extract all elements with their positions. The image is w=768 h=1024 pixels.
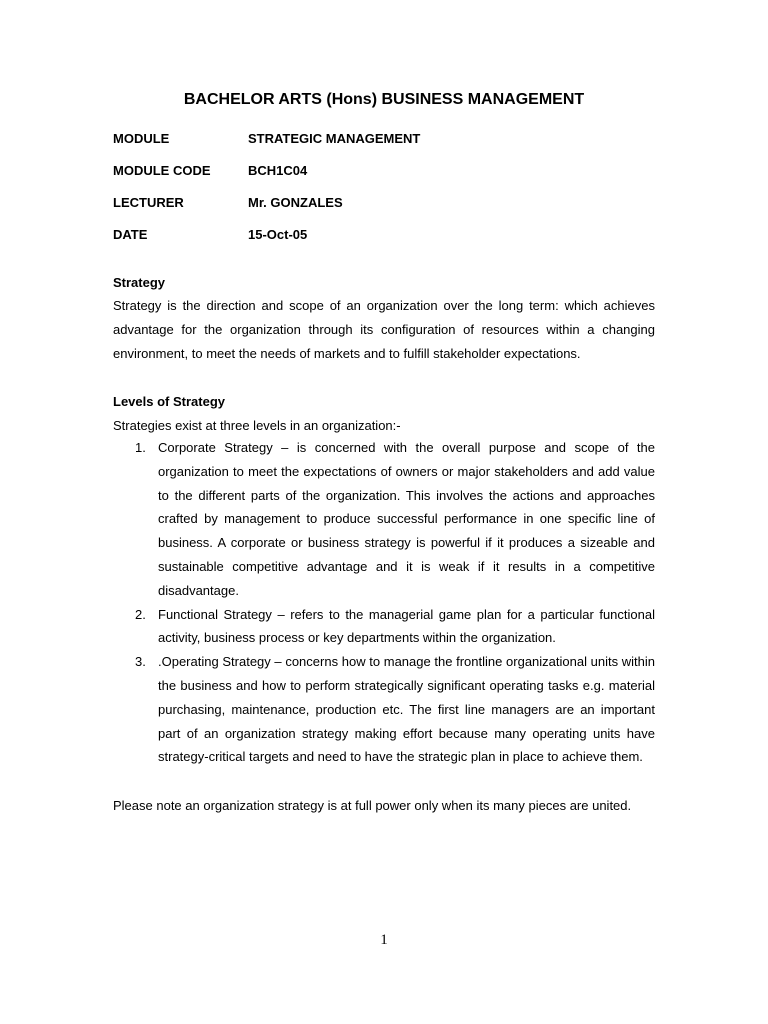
meta-value: 15-Oct-05: [248, 227, 308, 242]
list-item: [113, 603, 655, 651]
page-number: 1: [380, 932, 388, 948]
meta-key: LECTURER: [113, 195, 184, 210]
list-number: 3.: [135, 654, 146, 670]
levels-intro: Strategies exist at three levels in an organization:-: [113, 418, 401, 433]
meta-value: Mr. GONZALES: [248, 195, 343, 210]
list-item-text: .Operating Strategy – concerns how to manage the frontline organizational units within the business and how to perform strategically significant operating tasks e.g. material purchasing, maintenance, production etc. The first line managers are an important part of an organization strategy making effort because many operating units have strategy-critical targets and need to have the strategic plan in place to achieve them.: [158, 654, 655, 765]
section-heading-levels: Levels of Strategy: [113, 394, 225, 409]
strategy-paragraph: Strategy is the direction and scope of an organization over the long term: which achieves advantage for the organization through its configuration of resources within a changing environment, to meet the needs of markets and to fulfill stakeholder expectations.: [113, 298, 655, 361]
meta-key: MODULE CODE: [113, 163, 211, 178]
meta-value: STRATEGIC MANAGEMENT: [248, 131, 421, 146]
list-item: [113, 436, 655, 603]
closing-paragraph: Please note an organization strategy is at full power only when its many pieces are united.: [113, 798, 632, 813]
list-item-text: Functional Strategy – refers to the managerial game plan for a particular functional activity, business process or key departments within the organization.: [158, 606, 655, 646]
meta-key: DATE: [113, 227, 148, 242]
strategy-levels-list: [113, 436, 655, 769]
list-number: 1.: [135, 440, 146, 455]
meta-key: MODULE: [113, 131, 170, 146]
list-number: 2.: [135, 606, 146, 622]
meta-value: BCH1C04: [248, 163, 308, 178]
document-title: BACHELOR ARTS (Hons) BUSINESS MANAGEMENT: [183, 91, 585, 108]
list-item-text: Corporate Strategy – is concerned with the overall purpose and scope of the organization to meet the expectations of owners or major stakeholders and add value to the different parts of the organization. This involves the actions and approaches crafted by management to produce successful performance in one specific line of business. A corporate or business strategy is powerful if it produces a sizeable and sustainable competitive advantage and it is weak if it results in a competitive disadvantage.: [158, 440, 655, 598]
list-item: [113, 650, 655, 769]
section-heading-strategy: Strategy: [113, 275, 166, 290]
